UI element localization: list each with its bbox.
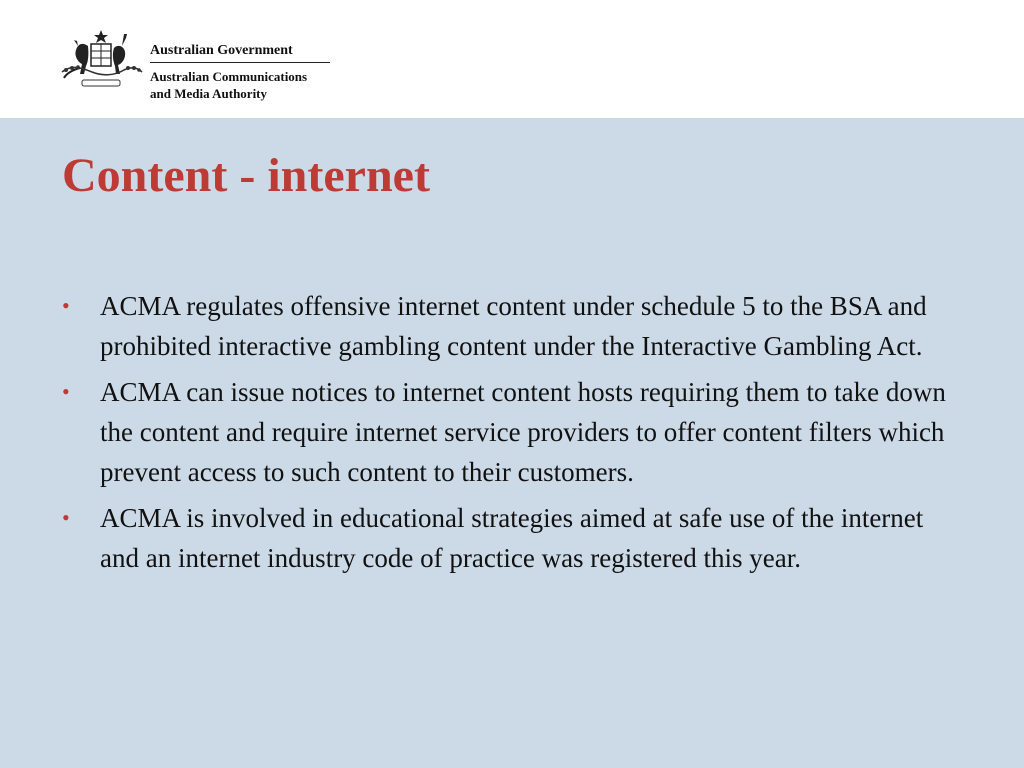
bullet-dot-icon: • [62, 293, 70, 318]
bullet-dot-icon: • [62, 505, 70, 530]
agency-name-line2: and Media Authority [150, 86, 268, 101]
branding-divider [150, 62, 330, 63]
slide-header [0, 0, 1024, 118]
bullet-text: ACMA regulates offensive internet content under schedule 5 to the BSA and prohibited interactive gambling content under the Interactive Gambling Act. [100, 291, 927, 361]
government-name: Australian Government [150, 43, 293, 58]
slide-title: Content - internet [62, 149, 430, 202]
bullet-item [62, 498, 962, 578]
coat-of-arms-icon [58, 28, 144, 90]
bullet-text: ACMA can issue notices to internet content hosts requiring them to take down the content and require internet service providers to offer content filters which prevent access to such content to their customers. [100, 377, 946, 487]
bullet-text: ACMA is involved in educational strategies aimed at safe use of the internet and an internet industry code of practice was registered this year. [100, 503, 924, 573]
bullet-dot-icon: • [62, 379, 70, 404]
bullet-item [62, 372, 962, 492]
bullet-item [62, 286, 962, 366]
bullet-list [62, 286, 962, 584]
government-branding [150, 42, 340, 102]
agency-name-line1: Australian Communications [150, 69, 308, 84]
